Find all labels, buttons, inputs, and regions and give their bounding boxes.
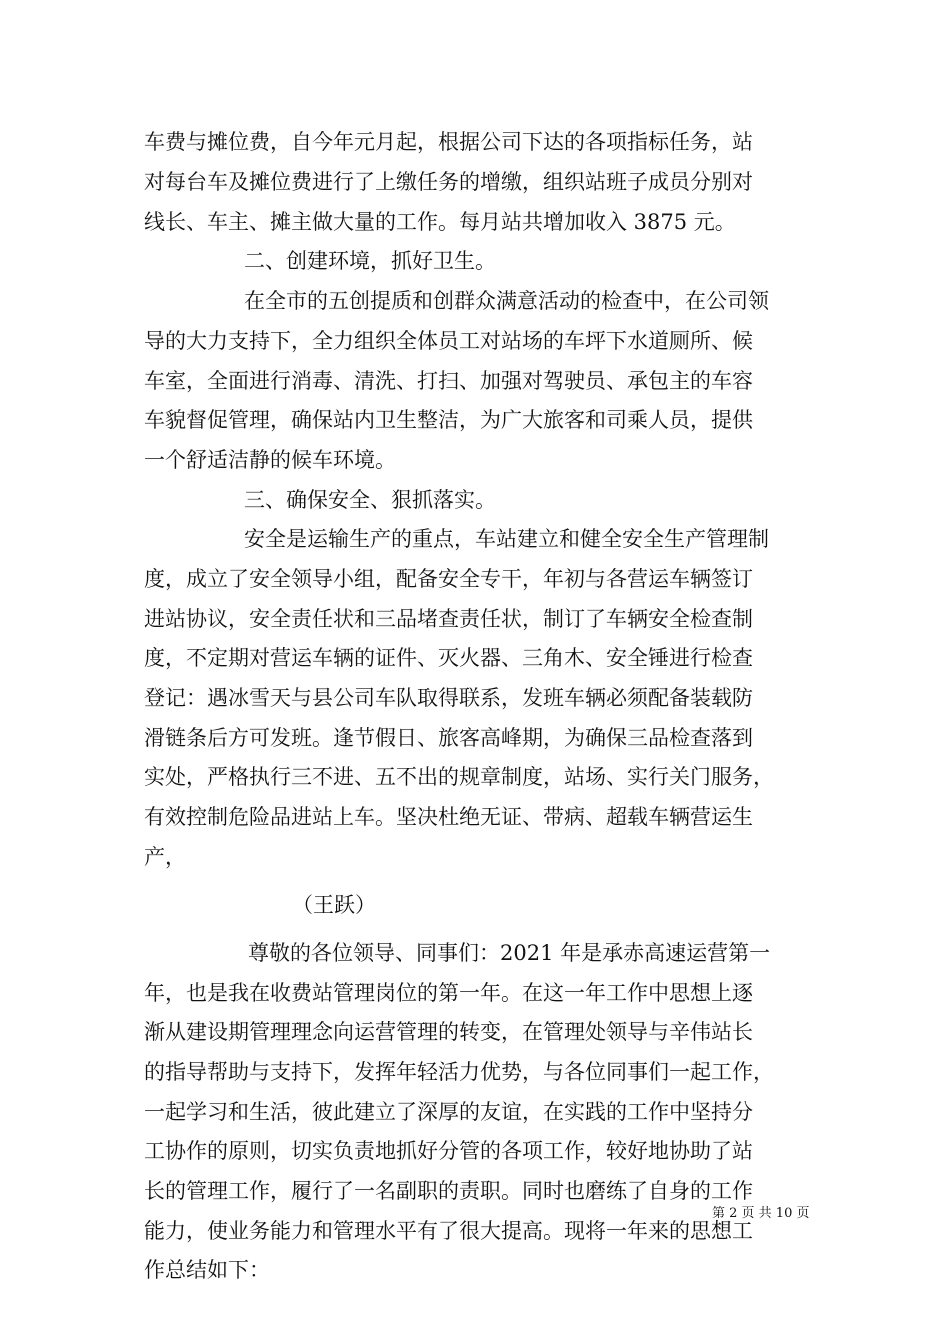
body-text-line: 车貌督促管理，确保站内卫生整洁，为广大旅客和司乘人员，提供 bbox=[144, 408, 753, 432]
body-text-line: 长的管理工作，履行了一名副职的责职。同时也磨练了自身的工作 bbox=[144, 1179, 753, 1203]
section-heading: 三、确保安全、狠抓落实。 bbox=[244, 488, 496, 512]
body-text-line: 有效控制危险品进站上车。坚决杜绝无证、带病、超载车辆营运生 bbox=[144, 805, 753, 829]
body-text-line: 安全是运输生产的重点，车站建立和健全安全生产管理制 bbox=[244, 527, 769, 551]
body-text-line: 进站协议，安全责任状和三品堵查责任状，制订了车辆安全检查制 bbox=[144, 607, 753, 631]
body-text-line: 工协作的原则，切实负责地抓好分管的各项工作，较好地协助了站 bbox=[144, 1139, 753, 1163]
body-text-line: 在全市的五创提质和创群众满意活动的检查中，在公司领 bbox=[244, 289, 769, 313]
body-text-line: 对每台车及摊位费进行了上缴任务的增缴，组织站班子成员分别对 bbox=[144, 170, 753, 194]
body-text-line: 产， bbox=[144, 845, 186, 869]
body-text-line: 的指导帮助与支持下，发挥年轻活力优势，与各位同事们一起工作， bbox=[144, 1060, 774, 1084]
body-text-line: 一起学习和生活，彼此建立了深厚的友谊，在实践的工作中坚持分 bbox=[144, 1100, 753, 1124]
body-text-line: 能力，使业务能力和管理水平有了很大提高。现将一年来的思想工 bbox=[144, 1219, 753, 1243]
body-text-line: 度，成立了安全领导小组，配备安全专干，年初与各营运车辆签订 bbox=[144, 567, 753, 591]
body-text-line: 登记：遇冰雪天与县公司车队取得联系，发班车辆必须配备装载防 bbox=[144, 686, 753, 710]
body-text-line: 实处，严格执行三不进、五不出的规章制度，站场、实行关门服务， bbox=[144, 765, 774, 789]
body-text-line: 年，也是我在收费站管理岗位的第一年。在这一年工作中思想上逐 bbox=[144, 981, 753, 1005]
body-text-line: 车室，全面进行消毒、清洗、打扫、加强对驾驶员、承包主的车容 bbox=[144, 369, 753, 393]
body-text-line: 线长、车主、摊主做大量的工作。每月站共增加收入 3875 元。 bbox=[144, 210, 736, 234]
body-text-line: 作总结如下： bbox=[144, 1258, 270, 1282]
body-text-line: 滑链条后方可发班。逢节假日、旅客高峰期，为确保三品检查落到 bbox=[144, 726, 753, 750]
author-name: （王跃） bbox=[292, 893, 376, 917]
page-number: 第 2 页 共 10 页 bbox=[712, 1206, 810, 1221]
body-text-line: 一个舒适洁静的候车环境。 bbox=[144, 448, 396, 472]
body-text-line: 导的大力支持下，全力组织全体员工对站场的车坪下水道厕所、候 bbox=[144, 329, 753, 353]
body-text-line: 尊敬的各位领导、同事们：2021 年是承赤高速运营第一 bbox=[248, 941, 771, 965]
body-text-line: 车费与摊位费，自今年元月起，根据公司下达的各项指标任务，站 bbox=[144, 130, 753, 154]
section-heading: 二、创建环境，抓好卫生。 bbox=[244, 249, 496, 273]
body-text-line: 度，不定期对营运车辆的证件、灭火器、三角木、安全锤进行检查 bbox=[144, 646, 753, 670]
body-text-line: 渐从建设期管理理念向运营管理的转变，在管理处领导与辛伟站长 bbox=[144, 1020, 753, 1044]
